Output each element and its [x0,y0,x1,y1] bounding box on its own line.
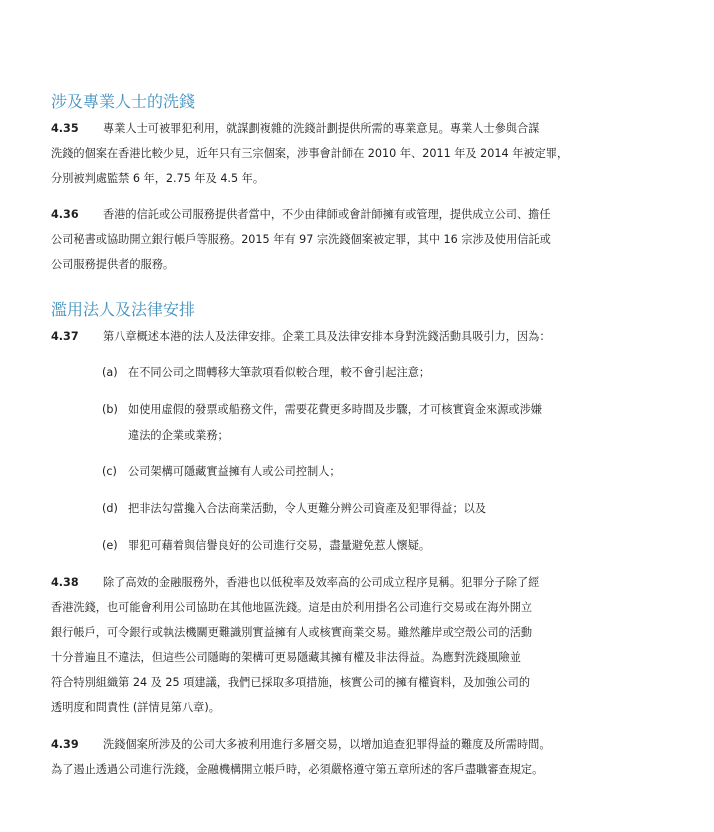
list-item-line: 在不同公司之間轉移大筆款項看似較合理，較不會引起注意； [128,366,431,379]
list-item-label: (b) [102,403,118,416]
paragraph-line: 符合特別組織第 24 及 25 項建議，我們已採取多項措施，核實公司的擁有權資料，及加強公司的 [51,676,531,689]
list-item-line: 違法的企業或業務； [128,429,229,442]
paragraph-line: 公司秘書或協助開立銀行帳戶等服務。2015 年有 97 宗洗錢個案被定罪，其中 16 宗涉及使用信託或 [51,233,551,246]
paragraph-line: 分別被判處監禁 6 年，2.75 年及 4.5 年。 [51,172,265,185]
paragraph-number: 4.38 [51,576,79,589]
paragraph-number: 4.36 [51,208,79,221]
paragraph-line: 洗錢的個案在香港比較少見，近年只有三宗個案，涉事會計師在 2010 年、2011 年及 2014 年被定罪， [51,147,569,160]
section-heading-professionals: 涉及專業人士的洗錢 [51,92,196,111]
paragraph-line: 除了高效的金融服務外，香港也以低稅率及效率高的公司成立程序見稱。犯罪分子除了經 [103,576,540,589]
paragraph-line: 透明度和問責性 (詳情見第八章)。 [51,701,220,714]
list-item-label: (a) [102,366,118,379]
paragraph-line: 銀行帳戶，可令銀行或執法機關更難識別實益擁有人或核實商業交易。雖然離岸或空殼公司的活動 [51,626,533,639]
list-item-label: (e) [102,539,118,552]
paragraph-number: 4.35 [51,122,79,135]
paragraph-number: 4.37 [51,330,79,343]
paragraph-line: 十分普遍且不違法，但這些公司隱晦的架構可更易隱藏其擁有權及非法得益。為應對洗錢風險並 [51,651,521,664]
paragraph-line: 公司服務提供者的服務。 [51,258,175,271]
list-item-line: 罪犯可藉着與信譽良好的公司進行交易，盡量避免惹人懷疑。 [128,539,431,552]
list-item-line: 把非法勾當攙入合法商業活動，令人更難分辨公司資產及犯罪得益；以及 [128,502,487,515]
section-heading-legal-persons: 濫用法人及法律安排 [51,300,196,319]
list-item-label: (d) [102,502,118,515]
paragraph-line: 為了遏止透過公司進行洗錢，金融機構開立帳戶時，必須嚴格遵守第五章所述的客戶盡職審查規定。 [51,763,544,776]
paragraph-line: 香港的信託或公司服務提供者當中，不少由律師或會計師擁有或管理，提供成立公司、擔任 [103,208,551,221]
list-item-line: 公司架構可隱藏實益擁有人或公司控制人； [128,465,341,478]
list-item-label: (c) [102,465,117,478]
paragraph-line: 專業人士可被罪犯利用，就謀劃複雜的洗錢計劃提供所需的專業意見。專業人士參與合謀 [103,122,540,135]
paragraph-number: 4.39 [51,738,79,751]
paragraph-line: 第八章概述本港的法人及法律安排。企業工具及法律安排本身對洗錢活動具吸引力，因為： [103,330,551,343]
paragraph-line: 洗錢個案所涉及的公司大多被利用進行多層交易，以增加追查犯罪得益的難度及所需時間。 [103,738,551,751]
paragraph-line: 香港洗錢，也可能會利用公司協助在其他地區洗錢。這是由於利用掛名公司進行交易或在海外開立 [51,601,533,614]
list-item-line: 如使用虛假的發票或船務文件，需要花費更多時間及步驟，才可核實資金來源或涉嫌 [128,403,542,416]
